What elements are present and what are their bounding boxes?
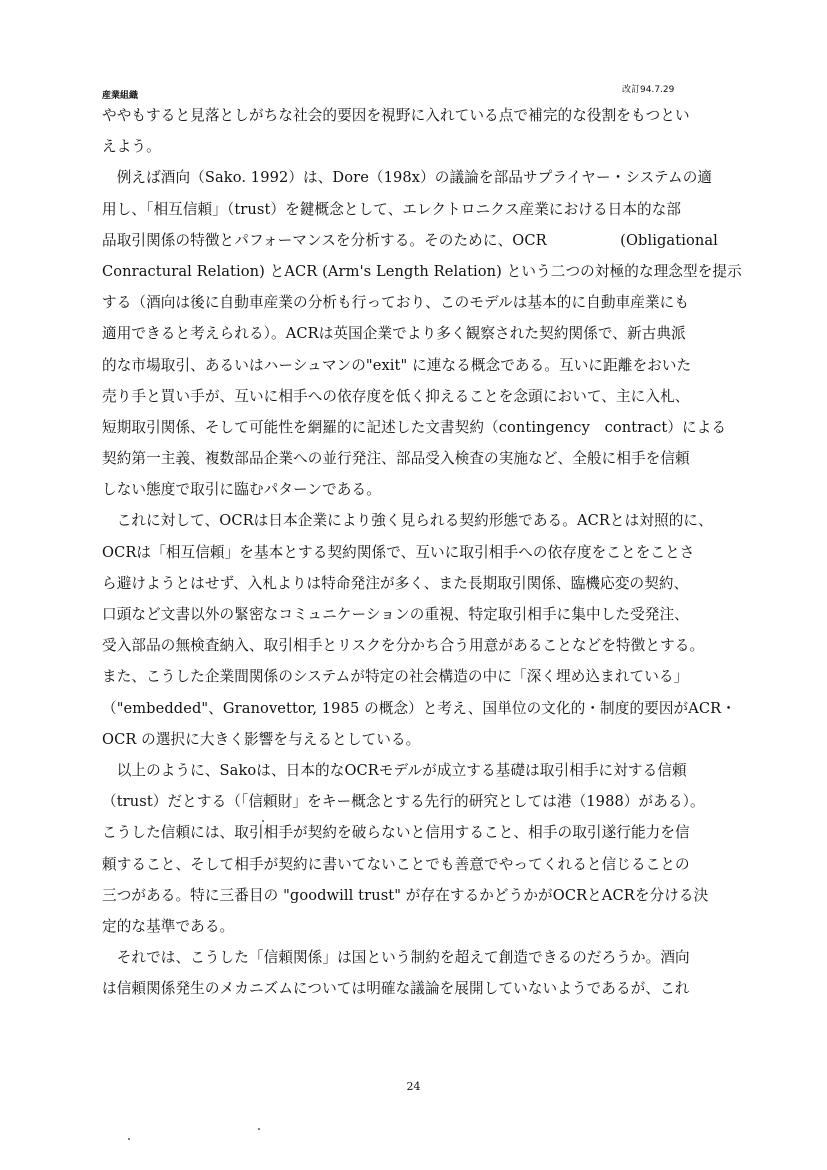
text-line: また、こうした企業間関係のシステムが特定の社会構造の中に「深く埋め込まれている」 [102, 668, 689, 686]
text-line: 短期取引関係、そして可能性を網羅的に記述した文書契約（contingency contract）による [102, 418, 727, 436]
text-line: 適用できると考えられる）。ACRは英国企業でより多く観察された契約関係で、新古典派 [102, 325, 686, 343]
text-line: 用し、「相互信頼」（trust）を鍵概念として、エレクトロニクス産業における日本的な部 [102, 200, 682, 218]
text-line: 品取引関係の特徴とパフォーマンスを分析する。そのために、OCR (Obligational [102, 231, 718, 249]
text-line: 三つがある。特に三番目の "goodwill trust" が存在するかどうかがOCRとACRを分ける決 [102, 886, 709, 904]
text-line: えよう。 [102, 138, 161, 156]
text-line: それでは、こうした「信頼関係」は国という制約を超えて創造できるのだろうか。酒向 [102, 949, 690, 967]
text-line: これに対して、OCRは日本企業により強く見られる契約形態である。ACRとは対照的に、 [102, 512, 713, 530]
text-line: 的な市場取引、あるいはハーシュマンの"exit" に連なる概念である。互いに距離をおいた [102, 356, 692, 374]
text-line: （trust）だとする（「信頼財」をキー概念とする先行的研究としては港（1988）がある）。 [102, 793, 705, 811]
text-line: Conractural Relation) とACR (Arm's Length Relation) という二つの対極的な理念型を提示 [102, 262, 742, 280]
text-line: ややもすると見落としがちな社会的要因を視野に入れている点で補完的な役割をもつとい [102, 107, 690, 124]
text-line: 契約第一主義、複数部品企業への並行発注、部品受入検査の実施など、全般に相手を信頼 [102, 450, 690, 468]
text-line: 以上のように、Sakoは、日本的なOCRモデルが成立する基礎は取引相手に対する信頼 [102, 761, 687, 779]
text-line: 口頭など文書以外の緊密なコミュニケーションの重視、特定取引相手に集中した受発注、 [102, 606, 689, 623]
text-line: は信頼関係発生のメカニズムについては明確な議論を展開していないようであるが、これ [102, 980, 690, 998]
text-line: OCRは「相互信頼」を基本とする契約関係で、互いに取引相手への依存度をことをことさ [102, 543, 695, 561]
text-line: 例えば酒向（Sako. 1992）は、Dore（198x）の議論を部品サプライヤー・システムの適 [102, 169, 713, 187]
text-line: しない態度で取引に臨むパターンである。 [102, 481, 381, 499]
text-line: 売り手と買い手が、互いに相手への依存度を低く抑えることを念頭において、主に入札、 [102, 387, 690, 405]
header-revision-date: 改訂94.7.29 [622, 85, 675, 95]
text-line: 受入部品の無検査納入、取引相手とリスクを分かち合う用意があることなどを特徴とする。 [102, 637, 705, 655]
text-line: ら避けようとはせず、入札よりは特命発注が多く、また長期取引関係、臨機応変の契約、 [102, 574, 689, 592]
header-left-label: 産業組織 [102, 91, 139, 101]
text-line: OCR の選択に大きく影響を与えるとしている。 [102, 730, 421, 748]
text-line: こうした信頼には、取引相手が契約を破らないと信用すること、相手の取引遂行能力を信 [102, 824, 690, 842]
scan-speck [128, 1138, 130, 1140]
body-text [102, 100, 774, 1004]
page-number: 24 [406, 1080, 421, 1093]
scan-speck [258, 1128, 260, 1130]
scan-speck [262, 820, 264, 822]
text-line: 定的な基準である。 [102, 917, 235, 935]
text-line: （"embedded"、Granovettor, 1985 の概念）と考え、国単位の文化的・制度的要因がACR・ [102, 699, 736, 717]
text-line: する（酒向は後に自動車産業の分析も行っており、このモデルは基本的に自動車産業にも [102, 294, 690, 312]
text-line: 頼すること、そして相手が契約に書いてないことでも善意でやってくれると信じることの [102, 855, 690, 873]
